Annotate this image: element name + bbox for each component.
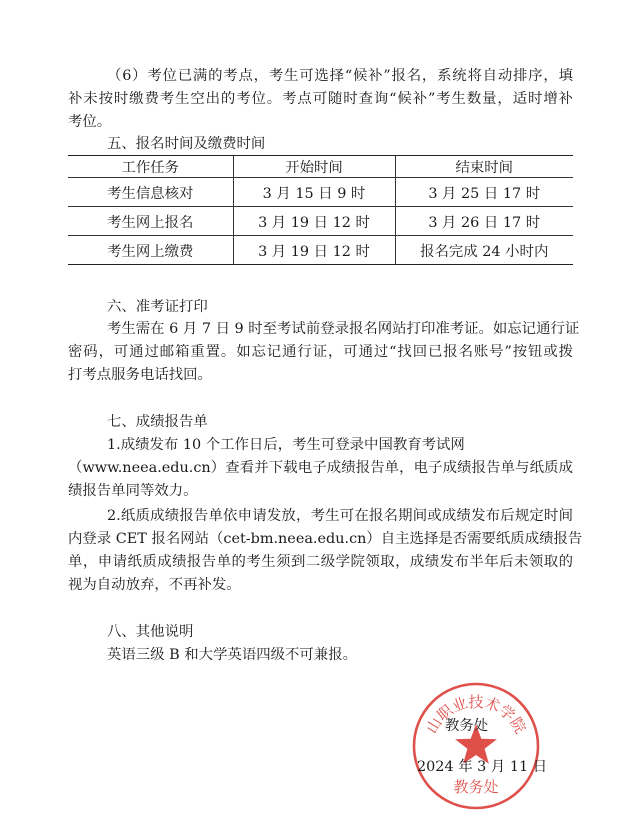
seal-bottom-text: 教务处	[453, 778, 499, 796]
admission-paragraph-line-1: 考生需在 6 月 7 日 9 时至考试前登录报名网站打印准考证。如忘记通行证	[107, 321, 580, 337]
issue-date: 2024 年 3 月 11 日	[417, 759, 548, 775]
score-item2-line-3: 单，申请纸质成绩报告单的考生须到二级学院领取，成绩发布半年后未领取的	[68, 554, 573, 570]
waitlist-paragraph-line-3: 考位。	[68, 114, 112, 130]
section-heading-other-notes: 八、其他说明	[107, 624, 194, 640]
table-header-cell: 工作任务	[68, 156, 233, 178]
admission-paragraph-line-2: 密码，可通过邮箱重置。如忘记通行证，可通过“找回已报名账号”按钮或拨	[68, 344, 573, 360]
table-cell: 3 月 26 日 17 时	[395, 207, 573, 236]
issuing-office: 教务处	[445, 718, 489, 734]
table-header-cell: 结束时间	[395, 156, 573, 178]
score-item2-line-1: 2.纸质成绩报告单依申请发放，考生可在报名期间或成绩发布后规定时间	[107, 508, 573, 524]
other-notes-text: 英语三级 B 和大学英语四级不可兼报。	[107, 647, 357, 663]
waitlist-paragraph-line-2: 补未按时缴费考生空出的考位。考点可随时查询“候补”考生数量，适时增补	[68, 91, 573, 107]
table-cell: 3 月 15 日 9 时	[233, 178, 395, 207]
score-item1-line-2: （www.neea.edu.cn）查看并下载电子成绩报告单，电子成绩报告单与纸质成	[68, 460, 573, 476]
seal-arc-text: 山职业技术学院	[422, 692, 530, 737]
score-item2-line-2: 内登录 CET 报名网站（cet-bm.neea.edu.cn）自主选择是否需要纸质成绩报告	[68, 531, 583, 547]
waitlist-paragraph-line-1: （6）考位已满的考点，考生可选择“候补”报名，系统将自动排序，填	[107, 68, 573, 84]
score-item1-line-1: 1.成绩发布 10 个工作日后，考生可登录中国教育考试网	[107, 437, 465, 453]
table-row	[68, 207, 573, 236]
section-heading-admission-ticket: 六、准考证打印	[107, 299, 208, 315]
admission-paragraph-line-3: 打考点服务电话找回。	[68, 367, 212, 383]
table-header-row	[68, 156, 573, 178]
section-heading-score-report: 七、成绩报告单	[107, 414, 208, 430]
table-cell: 考生信息核对	[68, 178, 233, 207]
table-cell: 3 月 25 日 17 时	[395, 178, 573, 207]
table-cell: 3 月 19 日 12 时	[233, 236, 395, 265]
table-cell: 报名完成 24 小时内	[395, 236, 573, 265]
score-item2-line-4: 视为自动放弃，不再补发。	[68, 577, 241, 593]
table-cell: 考生网上缴费	[68, 236, 233, 265]
schedule-table	[68, 155, 573, 265]
table-cell: 3 月 19 日 12 时	[233, 207, 395, 236]
section-heading-registration-time: 五、报名时间及缴费时间	[107, 136, 266, 152]
score-item1-line-3: 绩报告单同等效力。	[68, 483, 198, 499]
table-cell: 考生网上报名	[68, 207, 233, 236]
table-row	[68, 178, 573, 207]
table-row	[68, 236, 573, 265]
official-seal	[410, 680, 542, 812]
table-header-cell: 开始时间	[233, 156, 395, 178]
